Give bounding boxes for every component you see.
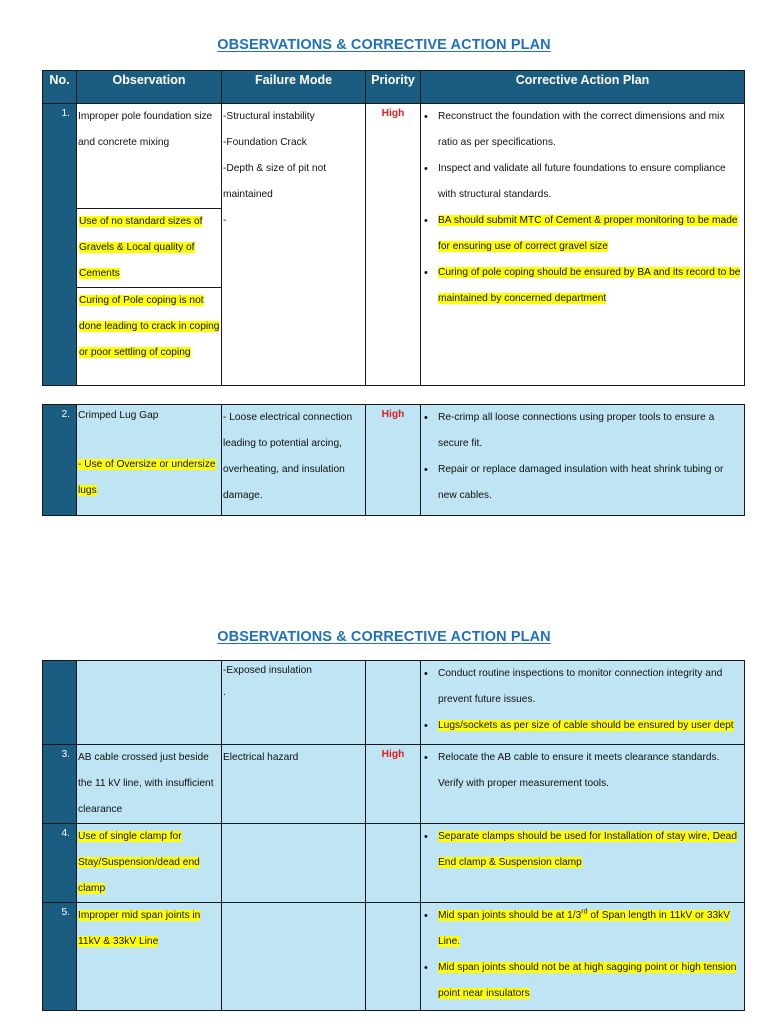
superscript: rd: [581, 908, 588, 916]
failure-mode-text: -Foundation Crack: [223, 137, 307, 148]
failure-mode-cell: [222, 824, 366, 903]
action-text: Conduct routine inspections to monitor connection integrity and prevent future issues.: [438, 668, 723, 705]
header-failure-mode: Failure Mode: [222, 71, 366, 104]
action-text: Re-crimp all loose connections using proper tools to ensure a secure fit.: [438, 412, 715, 449]
action-text-part: Mid span joints should be at 1/3: [438, 910, 582, 921]
failure-mode-text: -Exposed insulation: [223, 665, 312, 676]
row-number: 5.: [43, 903, 77, 1011]
page-title: OBSERVATIONS & CORRECTIVE ACTION PLAN: [217, 37, 551, 53]
action-item: [421, 208, 744, 260]
header-corrective-action: Corrective Action Plan: [421, 71, 745, 104]
failure-mode-text: -Structural instability: [223, 111, 315, 122]
observation-text: Improper mid span joints in 11kV & 33kV Line: [78, 910, 201, 947]
table-row: [43, 745, 745, 824]
failure-mode-text: .: [223, 687, 226, 698]
corrective-action-cell: [421, 405, 745, 516]
action-text: Repair or replace damaged insulation with heat shrink tubing or new cables.: [438, 464, 724, 501]
corrective-action-cell: [421, 104, 745, 386]
observation-cell: [77, 405, 222, 516]
action-text: Separate clamps should be used for Installation of stay wire, Dead End clamp & Suspension clamp: [438, 831, 737, 868]
action-item: [421, 104, 744, 156]
row-number: 2.: [43, 405, 77, 516]
action-text: Reconstruct the foundation with the correct dimensions and mix ratio as per specifications.: [438, 111, 725, 148]
observation-cell: [77, 824, 222, 903]
observation-highlight: [77, 287, 222, 366]
observation-text: Curing of Pole coping is not done leading to crack in coping or poor settling of coping: [79, 295, 220, 358]
priority-cell: [366, 903, 421, 1011]
observation-text: Improper pole foundation size and concrete mixing: [78, 111, 213, 148]
failure-mode-text: -: [223, 215, 227, 226]
observation-cell: [77, 903, 222, 1011]
action-text-part: of Span length in 11kV or 33kV Line.: [438, 910, 731, 947]
action-item: [421, 713, 744, 739]
action-text: Mid span joints should not be at high sagging point or high tension point near insulators: [438, 962, 737, 999]
action-text: [438, 910, 730, 947]
action-text: Inspect and validate all future foundations to ensure compliance with structural standards.: [438, 163, 726, 200]
corrective-action-cell: [421, 824, 745, 903]
row-number: 3.: [43, 745, 77, 824]
failure-mode-text: - Loose electrical connection leading to potential arcing, overheating, and insulation damage.: [222, 405, 366, 516]
table-row: [43, 824, 745, 903]
table-row: [43, 405, 745, 516]
action-plan-table: [42, 70, 745, 386]
observation-cell: [77, 661, 222, 745]
action-item: [421, 661, 744, 713]
observation-text: Use of single clamp for Stay/Suspension/dead end clamp: [78, 831, 200, 894]
observation-text: - Use of Oversize or undersize lugs: [78, 459, 216, 496]
observation-highlight: [77, 208, 222, 287]
observation-text: Crimped Lug Gap: [78, 410, 159, 421]
action-text: Curing of pole coping should be ensured by BA and its record to be maintained by concerned department: [438, 267, 741, 304]
failure-mode-text: -Depth & size of pit not maintained: [223, 163, 327, 200]
action-item: [421, 903, 744, 955]
page-title-continued: OBSERVATIONS & CORRECTIVE ACTION PLAN: [217, 629, 551, 645]
action-text: Lugs/sockets as per size of cable should be ensured by user dept: [438, 720, 734, 731]
action-item: [421, 156, 744, 208]
action-item: [421, 260, 744, 312]
priority-cell: [366, 824, 421, 903]
action-item: [421, 405, 744, 457]
observation-text: Use of no standard sizes of Gravels & Local quality of Cements: [79, 216, 203, 279]
row-number: 4.: [43, 824, 77, 903]
observation-cell: [77, 104, 222, 386]
action-item: [421, 745, 744, 797]
corrective-action-cell: [421, 903, 745, 1011]
action-plan-table-continued: [42, 404, 745, 516]
failure-mode-cell: [222, 104, 366, 386]
action-text: Relocate the AB cable to ensure it meets clearance standards. Verify with proper measurement tools.: [438, 752, 720, 789]
row-number: [43, 661, 77, 745]
priority-badge: High: [366, 104, 421, 386]
observation-highlight: [78, 452, 221, 504]
header-observation: Observation: [77, 71, 222, 104]
corrective-action-cell: [421, 661, 745, 745]
header-no: No.: [43, 71, 77, 104]
priority-badge: High: [366, 745, 421, 824]
action-item: [421, 955, 744, 1007]
table-row: [43, 903, 745, 1011]
action-item: [421, 824, 744, 876]
corrective-action-cell: [421, 745, 745, 824]
action-text: BA should submit MTC of Cement & proper monitoring to be made for ensuring use of correct gravel size: [438, 215, 738, 252]
row-number: 1.: [43, 104, 77, 386]
table-row: [43, 661, 745, 745]
table-row: [43, 104, 745, 386]
failure-mode-text: Electrical hazard: [222, 745, 366, 824]
failure-mode-cell: [222, 661, 366, 745]
failure-mode-cell: [222, 903, 366, 1011]
header-priority: Priority: [366, 71, 421, 104]
action-plan-table-page-2: [42, 660, 745, 1011]
table-header-row: [43, 71, 745, 104]
priority-badge: High: [366, 405, 421, 516]
observation-text: AB cable crossed just beside the 11 kV line, with insufficient clearance: [77, 745, 222, 824]
action-item: [421, 457, 744, 509]
priority-cell: [366, 661, 421, 745]
